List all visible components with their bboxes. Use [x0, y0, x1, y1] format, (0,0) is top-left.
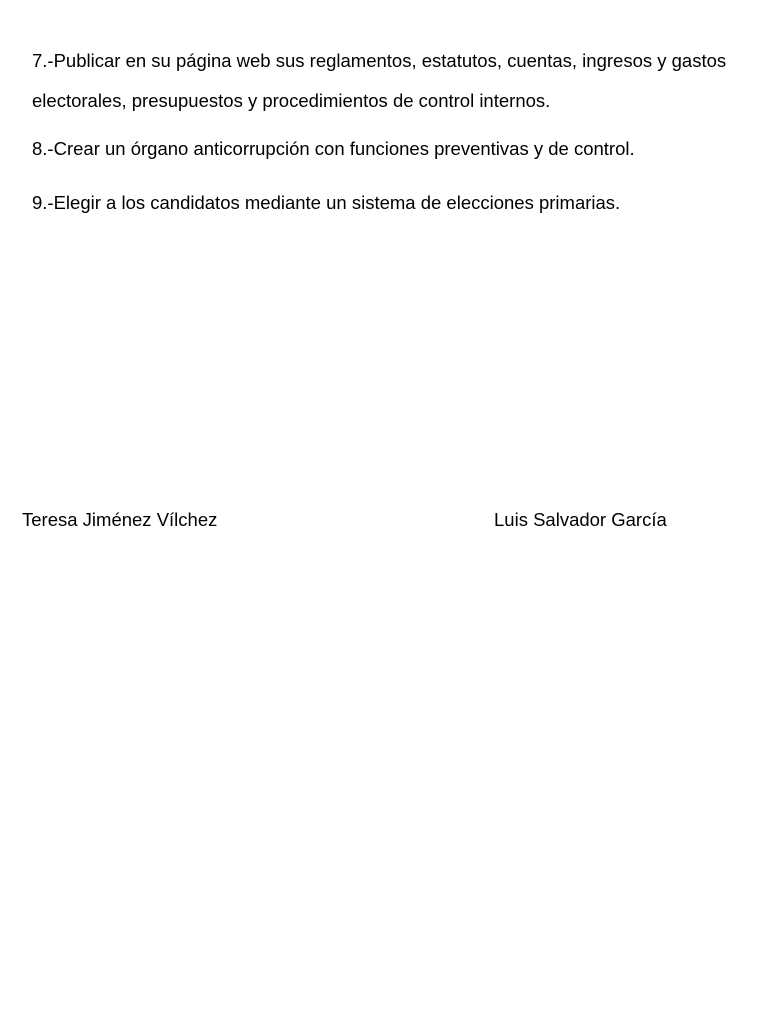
signature-right: Luis Salvador García — [494, 509, 667, 530]
list-item-9: 9.-Elegir a los candidatos mediante un sistema de elecciones primarias. — [32, 192, 621, 213]
list-item-7: 7.-Publicar en su página web sus reglamentos, estatutos, cuentas, ingresos y gastos electorales, presupuestos y procedimientos de control internos. — [32, 50, 727, 111]
signature-left: Teresa Jiménez Vílchez — [22, 509, 218, 530]
list-item-8: 8.-Crear un órgano anticorrupción con funciones preventivas y de control. — [32, 138, 635, 159]
